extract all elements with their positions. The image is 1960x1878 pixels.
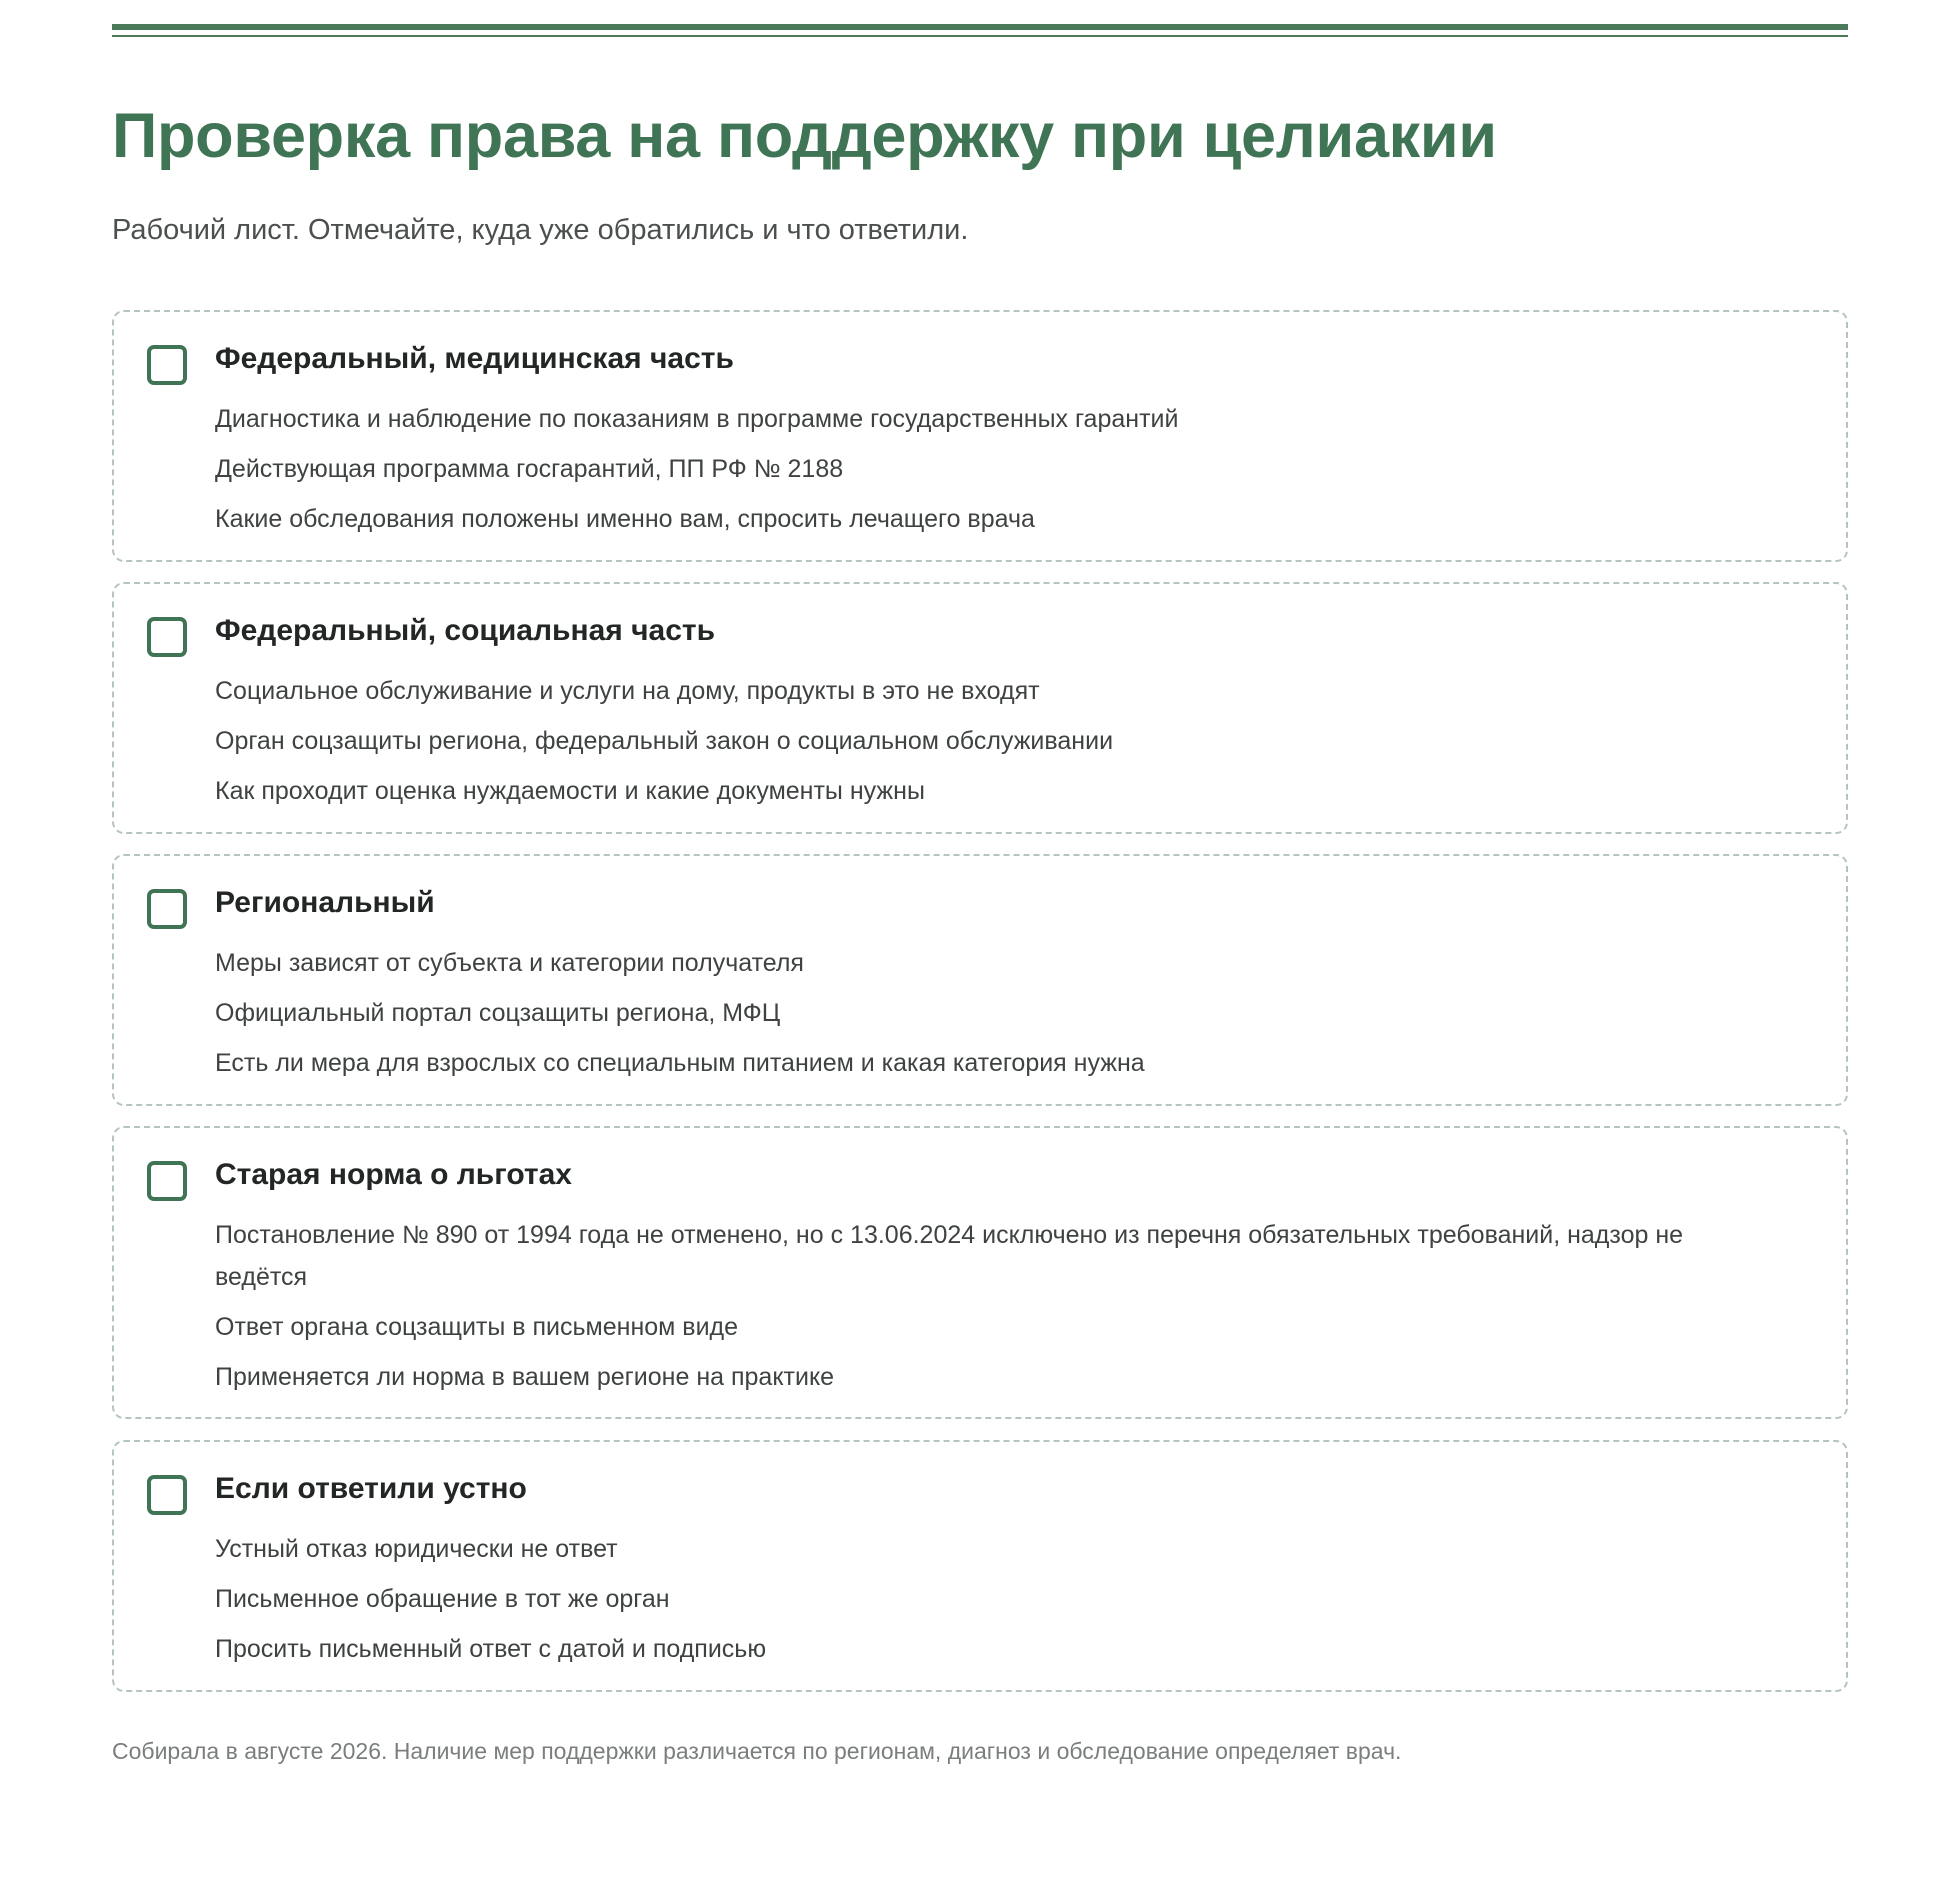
top-double-rule [112,24,1848,37]
card-lines [215,942,1775,1092]
card-line: Действующая программа госгарантий, ПП РФ № 2188 [215,455,844,483]
card-line: Письменное обращение в тот же орган [215,1585,670,1613]
card-line: Ответ органа соцзащиты в письменном виде [215,1313,739,1341]
checkbox-federal-medical[interactable] [147,345,187,385]
card-line: Социальное обслуживание и услуги на дому, продукты в это не входят [215,677,1040,705]
card-title: Федеральный, социальная часть [215,614,716,647]
checkbox-regional[interactable] [147,889,187,929]
card-line: Орган соцзащиты региона, федеральный закон о социальном обслуживании [215,727,1114,755]
card-line: Устный отказ юридически не ответ [215,1535,618,1563]
card-lines [215,1528,1775,1678]
card-line: Диагностика и наблюдение по показаниям в программе государственных гарантий [215,405,1179,433]
checklist-card-old-norm [112,1126,1848,1419]
card-line: Постановление № 890 от 1994 года не отменено, но с 13.06.2024 исключено из перечня обязательных требований, надзор не ведётся [215,1221,1684,1291]
card-line: Какие обследования положены именно вам, спросить лечащего врача [215,505,1035,533]
card-lines [215,1214,1775,1406]
card-lines [215,670,1775,820]
page-title: Проверка права на поддержку при целиакии [112,101,1497,171]
card-title: Региональный [215,886,435,919]
card-line: Есть ли мера для взрослых со специальным питанием и какая категория нужна [215,1049,1145,1077]
checklist-card-oral-answer [112,1440,1848,1692]
card-lines [215,398,1775,548]
card-line: Применяется ли норма в вашем регионе на практике [215,1363,835,1391]
card-line: Просить письменный ответ с датой и подписью [215,1635,767,1663]
checklist-card-federal-social [112,582,1848,834]
page-subtitle: Рабочий лист. Отмечайте, куда уже обратились и что ответили. [112,214,969,246]
card-title: Федеральный, медицинская часть [215,342,734,375]
footer-note: Собирала в августе 2026. Наличие мер поддержки различается по регионам, диагноз и обследование определяет врач. [112,1738,1402,1764]
card-title: Старая норма о льготах [215,1158,572,1191]
card-line: Меры зависят от субъекта и категории получателя [215,949,804,977]
checkbox-federal-social[interactable] [147,617,187,657]
checklist-card-regional [112,854,1848,1106]
checkbox-oral-answer[interactable] [147,1475,187,1515]
checkbox-old-norm[interactable] [147,1161,187,1201]
card-line: Как проходит оценка нуждаемости и какие документы нужны [215,777,925,805]
card-line: Официальный портал соцзащиты региона, МФЦ [215,999,781,1027]
checklist-card-federal-medical [112,310,1848,562]
card-title: Если ответили устно [215,1472,527,1505]
